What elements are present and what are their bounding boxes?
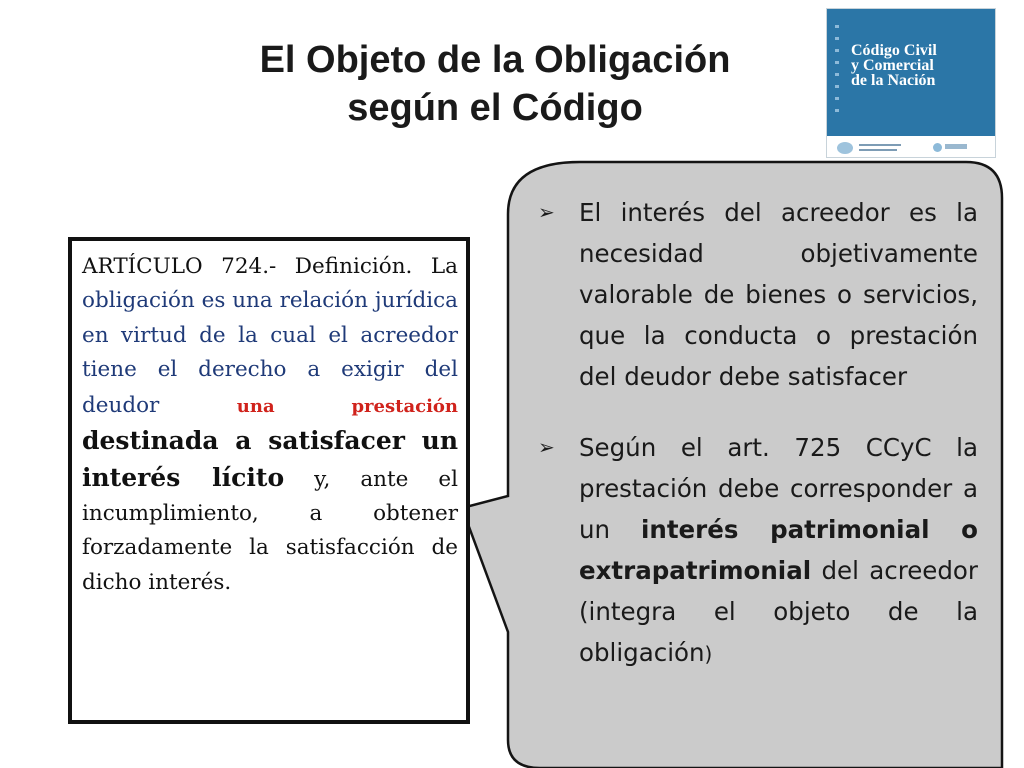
book-title-line-3: de la Nación <box>851 72 936 89</box>
book-title-line-2: y Comercial <box>851 57 934 74</box>
title-line-1: El Objeto de la Obligación <box>259 39 731 81</box>
article-text-definition: obligación es una relación jurídica en virtud de la cual el acreedor tiene el derecho a exigir del deudor <box>82 288 458 419</box>
bullet-2-bold: interés patrimonial o extrapatrimonial <box>579 515 978 585</box>
article-heading: ARTÍCULO 724.- Definición. <box>82 254 413 279</box>
article-text-la: La <box>412 254 459 279</box>
bullet-2-text <box>579 427 978 675</box>
bullet-item-1 <box>538 192 978 397</box>
title-line-2: según el Código <box>347 87 643 129</box>
book-title-line-1: Código Civil <box>851 42 937 59</box>
article-text-tail: y, ante el incumplimiento, a obtener forzadamente la satisfacción de dicho interés. <box>82 466 458 595</box>
article-text-interes-licito: destinada a satisfacer un interés lícito <box>82 426 458 492</box>
arrow-bullet-icon: ➢ <box>538 435 555 459</box>
article-text-prestacion: una prestación <box>236 396 458 418</box>
bullet-1-text: El interés del acreedor es la necesidad objetivamente valorable de bienes o servicios, que la conducta o prestación del deudor debe satisfacer <box>579 198 978 391</box>
bullet-2-close: ) <box>704 642 713 666</box>
arrow-bullet-icon: ➢ <box>538 200 555 224</box>
callout-text <box>538 192 978 768</box>
bullet-2-part-a: Según el art. 725 CCyC la prestación debe corresponder a un <box>579 433 978 544</box>
bullet-2-part-b: del acreedor (integra el objeto de la obligación <box>579 556 978 667</box>
bullet-item-2 <box>538 427 978 675</box>
article-724-box <box>68 237 470 724</box>
